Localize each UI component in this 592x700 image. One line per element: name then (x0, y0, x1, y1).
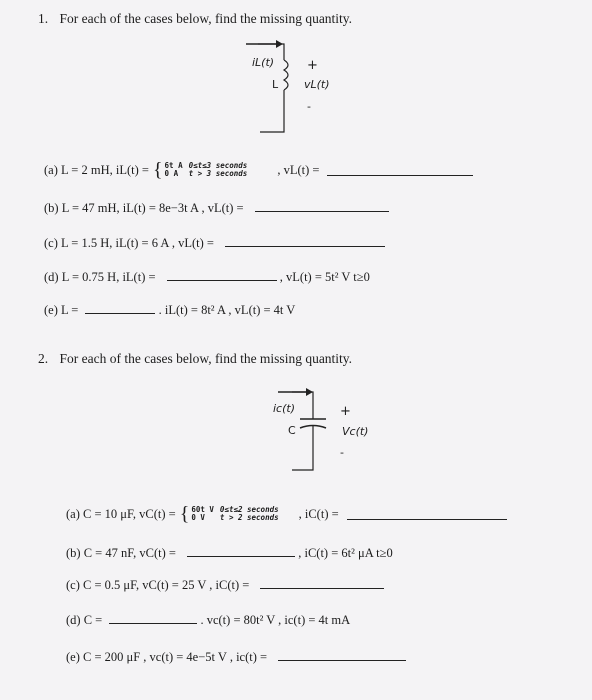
q1-a-piece1-cond: 0≤t≤3 seconds (188, 161, 248, 170)
q1-text: For each of the cases below, find the missing quantity. (59, 11, 353, 26)
q2-b-answer-blank[interactable] (187, 546, 295, 557)
q2-number: 2. (38, 351, 49, 366)
capacitor-voltage-label: Vc(t) (342, 425, 369, 438)
q2-text: For each of the cases below, find the missing quantity. (59, 351, 353, 366)
q2-d-after: . vc(t) = 80t² V , ic(t) = 4t mA (200, 613, 351, 627)
q2-d-label: (d) C = (66, 613, 103, 627)
q2-item-a (66, 505, 507, 523)
q2-a-label: (a) C = 10 μF, vC(t) = (66, 506, 176, 521)
q2-a-piecewise (180, 505, 279, 523)
brace-icon: { (152, 159, 163, 181)
q2-a-answer-blank[interactable] (347, 509, 507, 520)
q1-number: 1. (38, 11, 49, 26)
q2-d-answer-blank[interactable] (109, 613, 197, 624)
capacitor-element-label: C (288, 424, 296, 437)
q2-c-answer-blank[interactable] (260, 578, 384, 589)
q1-d-label: (d) L = 0.75 H, iL(t) = (44, 270, 156, 284)
q2-a-after: , iC(t) = (298, 506, 339, 521)
inductor-minus: - (307, 100, 311, 113)
q1-e-after: . iL(t) = 8t² A , vL(t) = 4t V (158, 303, 296, 317)
q2-a-piece2-value: 0 V (191, 513, 205, 522)
capacitor-top-wire (292, 392, 313, 419)
inductor-plus: + (307, 58, 318, 73)
q1-a-piece1-value: 6t A (164, 161, 183, 170)
q2-e-label: (e) C = 200 μF , vc(t) = 4e−5t V , ic(t) = (66, 650, 268, 664)
q2-e-answer-blank[interactable] (278, 650, 406, 661)
brace-icon: { (179, 503, 190, 525)
q2-item-b (66, 546, 393, 561)
capacitor-minus: - (340, 446, 344, 459)
q1-a-label: (a) L = 2 mH, iL(t) = (44, 162, 149, 177)
capacitor-current-label: ic(t) (273, 402, 295, 415)
q2-a-piece1-cond: 0≤t≤2 seconds (219, 505, 279, 514)
inductor-voltage-label: vL(t) (304, 78, 330, 91)
q2-item-e (66, 650, 406, 665)
q2-item-d (66, 613, 350, 628)
q1-d-after: , vL(t) = 5t² V t≥0 (279, 270, 370, 284)
q1-a-after: , vL(t) = (277, 162, 320, 177)
q1-a-piece2-cond: t > 3 seconds (188, 169, 248, 178)
inductor-current-label: iL(t) (252, 56, 275, 69)
q2-a-piece1-value: 60t V (191, 505, 214, 514)
q1-c-label: (c) L = 1.5 H, iL(t) = 6 A , vL(t) = (44, 236, 214, 250)
q1-e-label: (e) L = (44, 303, 79, 317)
q2-b-after: , iC(t) = 6t² μA t≥0 (298, 546, 393, 560)
q1-b-label: (b) L = 47 mH, iL(t) = 8e−3t A , vL(t) = (44, 201, 244, 215)
q2-item-c (66, 578, 384, 593)
q2-a-piece2-cond: t > 2 seconds (219, 513, 279, 522)
q2-c-label: (c) C = 0.5 μF, vC(t) = 25 V , iC(t) = (66, 578, 250, 592)
q2-b-label: (b) C = 47 nF, vC(t) = (66, 546, 176, 560)
q1-a-piece2-value: 0 A (164, 169, 179, 178)
capacitor-plus: + (340, 404, 351, 419)
inductor-element-label: L (272, 78, 279, 91)
